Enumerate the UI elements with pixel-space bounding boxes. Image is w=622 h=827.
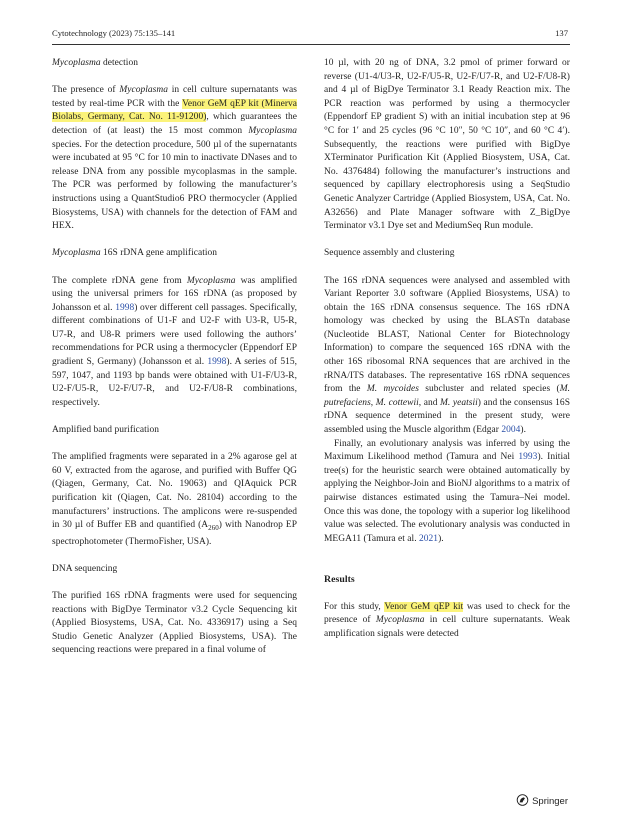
right-column [324,57,570,641]
citation-link[interactable]: 1998 [115,302,135,313]
left-column [52,57,297,658]
citation-link[interactable]: 1993 [518,452,538,463]
header-rule [52,44,570,45]
highlighted-kit-name: Venor GeM qEP kit [384,601,464,612]
section-heading-mycoplasma-detection: Mycoplasma detection [52,58,138,68]
publisher-name: Springer [532,796,568,807]
citation-link[interactable]: 1998 [207,357,227,368]
citation-link[interactable]: 2021 [419,533,439,544]
paragraph-mycoplasma-detection: The presence of Mycoplasma in cell culture supernatants was tested by real-time PCR with the Venor GeM qEP kit (Minerva Biolabs, Germany, Cat. No. 11-91200), which guarantees the detection of (at least) the 15 most common Mycoplasma species. For the detection procedure, 500 µl of the supernatants were incubated at 95 °C for 10 min to inactivate DNases and to release DNA from any possible mycoplasmas in the sample. The PCR was performed by following the manufacturer’s instructions using a QuantStudio6 PRO thermocycler (Applied Biosystems, USA) with channels for the detection of FAM and HEX. [52,85,297,232]
paragraph-sequencing-continued: 10 µl, with 20 ng of DNA, 3.2 pmol of primer forward or reverse (U1-4/U3-R, U2-F/U5-R, U2-F/U7-R, and U2-F/U8-R) and 4 µl of BigDye Terminator 3.1 Ready Reaction mix. The PCR reaction was performed by using a thermocycler (Eppendorf EP gradient S) with an initial incubation step at 96 °C for 1′ and 25 cycles (96 °C 10″, 50 °C 10″, and 60 °C 4′). Subsequently, the reactions were purified with BigDye XTerminator Purification Kit (Applied Biosystem, USA, Cat. No. 4376484) following the manufacturer’s instructions and sequenced by capillary electrophoresis using a SeqStudio Genetic Analyzer Cartridge (Applied Biosystem, USA, Cat. No. A32656) and Plate Manager software with Z_BigDye Terminator v3.1 Dye set and MediumSeq Run module. [324,58,570,232]
paragraph-16s-amplification: The complete rDNA gene from Mycoplasma was amplified using the universal primers for 16S rDNA (as proposed by Johansson et al. 1998) over different cell passages. Specifically, different combinations of U1-F and U2-F with U3-R, U5-R, U7-R, and U8-R primers were used following the authors’ recommendations for PCR using a thermocycler (Eppendorf EP gradient S, Germany) (Johansson et al. 1998). A series of 515, 597, 1047, and 1193 bp bands were obtained with U1-F/U3-R, U2-F/U5-R, U2-F/U7-R, and U2-F/U8-R combinations, respectively. [52,275,298,408]
springer-horse-icon [516,794,529,809]
section-heading-16s-amplification: Mycoplasma 16S rDNA gene amplification [52,248,218,259]
paragraph-dna-sequencing: The purified 16S rDNA fragments were used for sequencing reactions with BigDye Terminator v3.2 Cycle Sequencing kit (Applied Biosystems, USA, Cat. No. 4336917) using a Seq Studio Genetic Analyzer (Applied Biosystems, USA). The sequencing reactions were prepared in a final volume of [52,591,297,656]
section-heading-purification: Amplified band purification [52,425,159,436]
citation-link[interactable]: 2004 [501,425,521,436]
section-heading-assembly: Sequence assembly and clustering [324,248,455,259]
section-heading-results: Results [324,574,355,586]
paragraph-results: For this study, Venor GeM qEP kit was used to check for the presence of Mycoplasma in cell culture supernatants. Weak amplification signals were detected [324,601,570,639]
publisher-footer [516,794,568,809]
section-heading-dna-sequencing: DNA sequencing [52,563,118,574]
highlighted-kit-reference: Venor GeM qEP kit (Minerva Biolabs, Germany, Cat. No. 11-91200) [52,98,297,123]
running-header-journal: Cytotechnology (2023) 75:135–141 [52,28,176,38]
paragraph-purification: The amplified fragments were separated in a 2% agarose gel at 60 V, extracted from the agarose, and purified with Buffer QG (Qiagen, Germany, Cat. No. 19063) and QIAquick PCR purification kit (Qiagen, Cat. No. 28104) according to the manufacturers’ instructions. The amplicons were re-suspended in 30 µl of Buffer EB and quantified $(A_{260})$ with Nanodrop EP spectrophotometer (ThermoFisher, USA). [52,452,297,547]
paragraph-assembly: The 16S rDNA sequences were analysed and assembled with Variant Reporter 3.0 software (Applied Biosystems, USA) to obtain the 16S rDNA consensus sequence. The 16S rDNA homology was checked by using the BLASTn database (Nucleotide BLAST, National Center for Biotechnology Information) to compare the sequenced 16S rDNA with the other 16S ribosomal RNA sequences that are archived in the rRNA/ITS databases. The representative 16S rDNA sequences from the M. mycoides subcluster and related species (M. putrefaciens, M. cottewii, and M. yeatsii) and the consensus 16S rDNA sequence determined in the present study, were assembled using the Muscle algorithm (Edgar 2004). [324,275,570,436]
paragraph-evolutionary-analysis: Finally, an evolutionary analysis was inferred by using the Maximum Likelihood method (Tamura and Nei 1993). Initial tree(s) for the heuristic search were obtained automatically by applying the Neighbor-Join and BioNJ algorithms to a matrix of pairwise distances estimated using the Tamura–Nei model. Once this was done, the topology with a superior log likelihood value was selected. The evolutionary analysis was conducted in MEGA11 (Tamura et al. 2021). [324,438,570,544]
page-number: 137 [555,28,568,38]
